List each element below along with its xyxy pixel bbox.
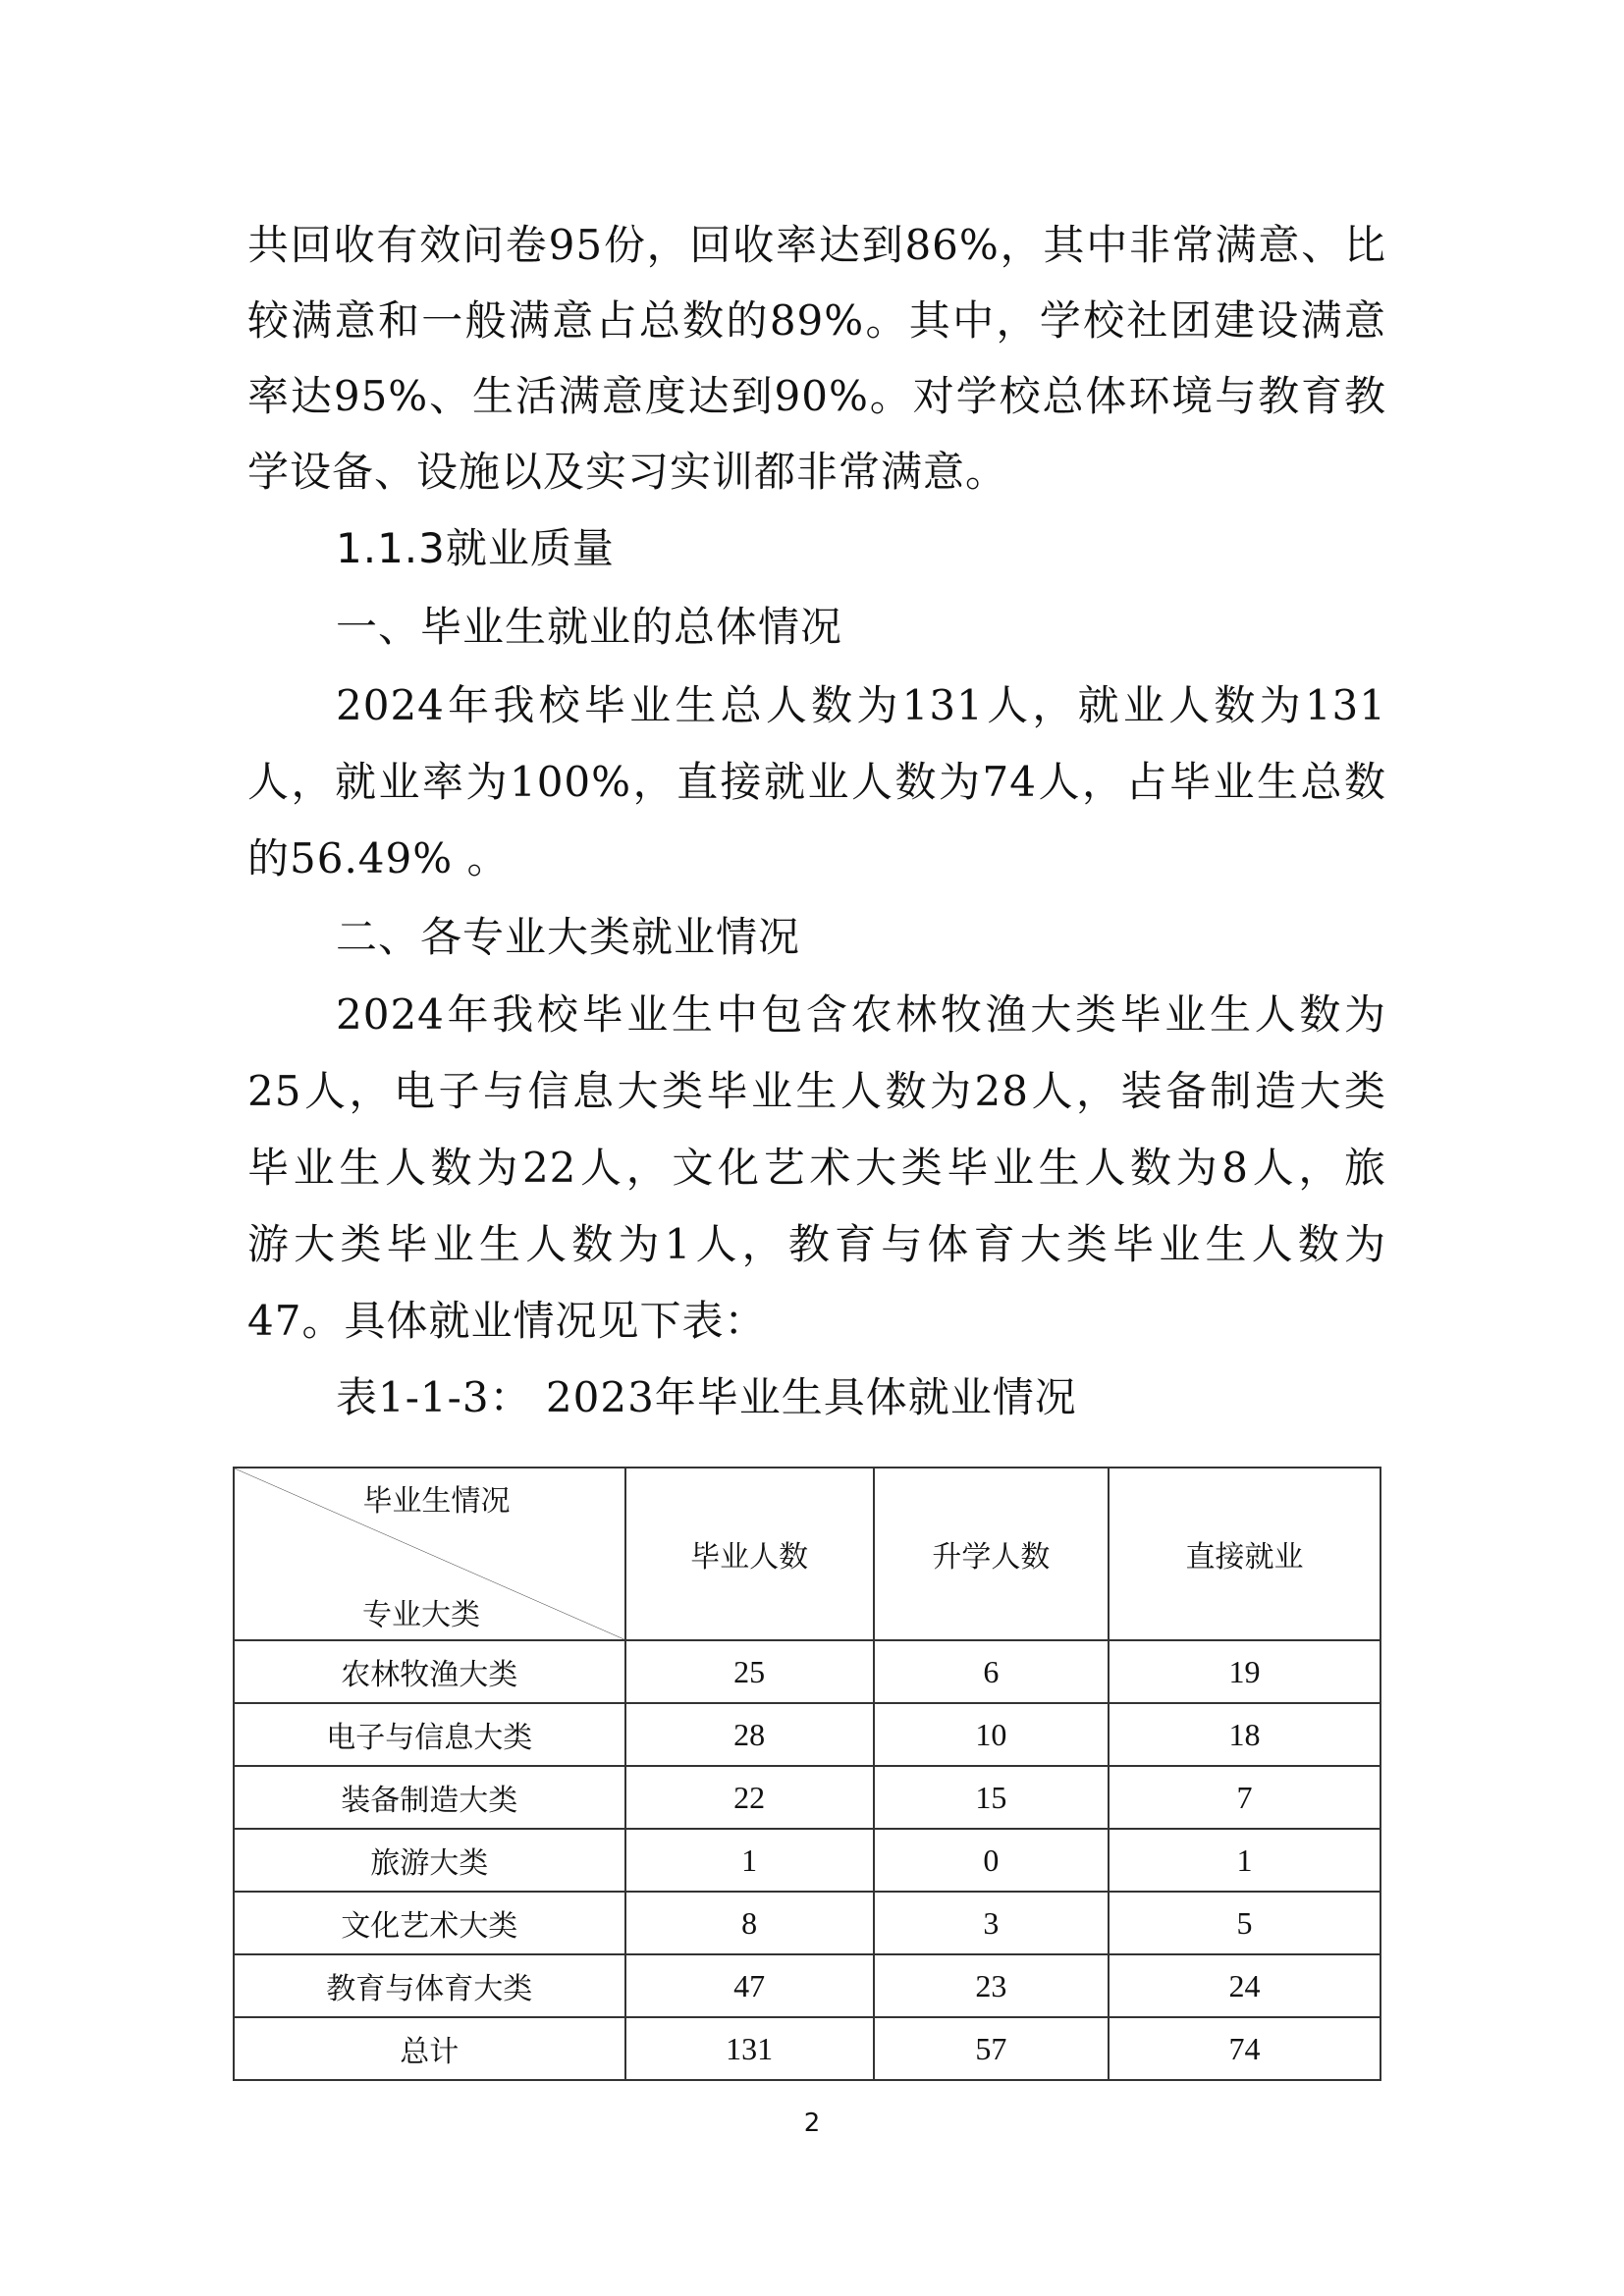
column-header: 毕业人数 xyxy=(625,1468,874,1640)
category-cell: 文化艺术大类 xyxy=(234,1892,625,1954)
employment-table xyxy=(233,1467,1381,2081)
paragraph-line: 25人，电子与信息大类毕业生人数为28人，装备制造大类 xyxy=(247,1067,1386,1115)
employed-cell: 74 xyxy=(1109,2017,1380,2080)
graduates-cell: 28 xyxy=(625,1703,874,1766)
graduates-cell: 22 xyxy=(625,1766,874,1829)
category-cell: 农林牧渔大类 xyxy=(234,1640,625,1703)
graduates-cell: 47 xyxy=(625,1954,874,2017)
table-row xyxy=(234,1954,1380,2017)
employed-cell: 19 xyxy=(1109,1640,1380,1703)
further-study-cell: 3 xyxy=(874,1892,1109,1954)
graduates-cell: 25 xyxy=(625,1640,874,1703)
employed-cell: 1 xyxy=(1109,1829,1380,1892)
graduates-cell: 8 xyxy=(625,1892,874,1954)
table-row xyxy=(234,1703,1380,1766)
table-total-row xyxy=(234,2017,1380,2080)
page-number: 2 xyxy=(803,2109,821,2138)
further-study-cell: 0 xyxy=(874,1829,1109,1892)
paragraph-line: 学设备、设施以及实习实训都非常满意。 xyxy=(247,448,1008,496)
paragraph-line: 47。具体就业情况见下表： xyxy=(247,1297,767,1345)
table-caption: 表1-1-3： 2023年毕业生具体就业情况 xyxy=(336,1373,1077,1421)
category-cell: 装备制造大类 xyxy=(234,1766,625,1829)
category-cell: 教育与体育大类 xyxy=(234,1954,625,2017)
paragraph-line: 的56.49% 。 xyxy=(247,834,510,882)
table-header-row xyxy=(234,1468,1380,1640)
further-study-cell: 57 xyxy=(874,2017,1109,2080)
table-row xyxy=(234,1829,1380,1892)
employed-cell: 18 xyxy=(1109,1703,1380,1766)
further-study-cell: 6 xyxy=(874,1640,1109,1703)
employed-cell: 24 xyxy=(1109,1954,1380,2017)
paragraph-line: 2024年我校毕业生中包含农林牧渔大类毕业生人数为 xyxy=(336,990,1386,1039)
further-study-cell: 23 xyxy=(874,1954,1109,2017)
paragraph-line: 率达95%、生活满意度达到90%。对学校总体环境与教育教 xyxy=(247,372,1386,420)
corner-bottom-label: 专业大类 xyxy=(362,1598,480,1632)
category-cell: 总计 xyxy=(234,2017,625,2080)
table-row xyxy=(234,1640,1380,1703)
category-cell: 电子与信息大类 xyxy=(234,1703,625,1766)
section-heading: 1.1.3就业质量 xyxy=(336,524,615,572)
paragraph-line: 较满意和一般满意占总数的89%。其中，学校社团建设满意 xyxy=(247,296,1386,345)
graduates-cell: 1 xyxy=(625,1829,874,1892)
diagonal-header-cell xyxy=(234,1468,625,1640)
category-cell: 旅游大类 xyxy=(234,1829,625,1892)
paragraph-line: 人，就业率为100%，直接就业人数为74人，占毕业生总数 xyxy=(247,758,1386,806)
paragraph-line: 毕业生人数为22人，文化艺术大类毕业生人数为8人，旅 xyxy=(247,1144,1386,1192)
further-study-cell: 15 xyxy=(874,1766,1109,1829)
paragraph-line: 共回收有效问卷95份，回收率达到86%，其中非常满意、比 xyxy=(247,221,1386,269)
paragraph-line: 游大类毕业生人数为1人，教育与体育大类毕业生人数为 xyxy=(247,1220,1386,1268)
column-header: 升学人数 xyxy=(874,1468,1109,1640)
employed-cell: 7 xyxy=(1109,1766,1380,1829)
employed-cell: 5 xyxy=(1109,1892,1380,1954)
subheading: 二、各专业大类就业情况 xyxy=(336,913,801,961)
graduates-cell: 131 xyxy=(625,2017,874,2080)
paragraph-line: 2024年我校毕业生总人数为131人，就业人数为131 xyxy=(336,681,1386,729)
further-study-cell: 10 xyxy=(874,1703,1109,1766)
table-row xyxy=(234,1892,1380,1954)
corner-top-label: 毕业生情况 xyxy=(362,1484,511,1519)
column-header: 直接就业 xyxy=(1109,1468,1380,1640)
table-row xyxy=(234,1766,1380,1829)
subheading: 一、毕业生就业的总体情况 xyxy=(336,603,843,651)
